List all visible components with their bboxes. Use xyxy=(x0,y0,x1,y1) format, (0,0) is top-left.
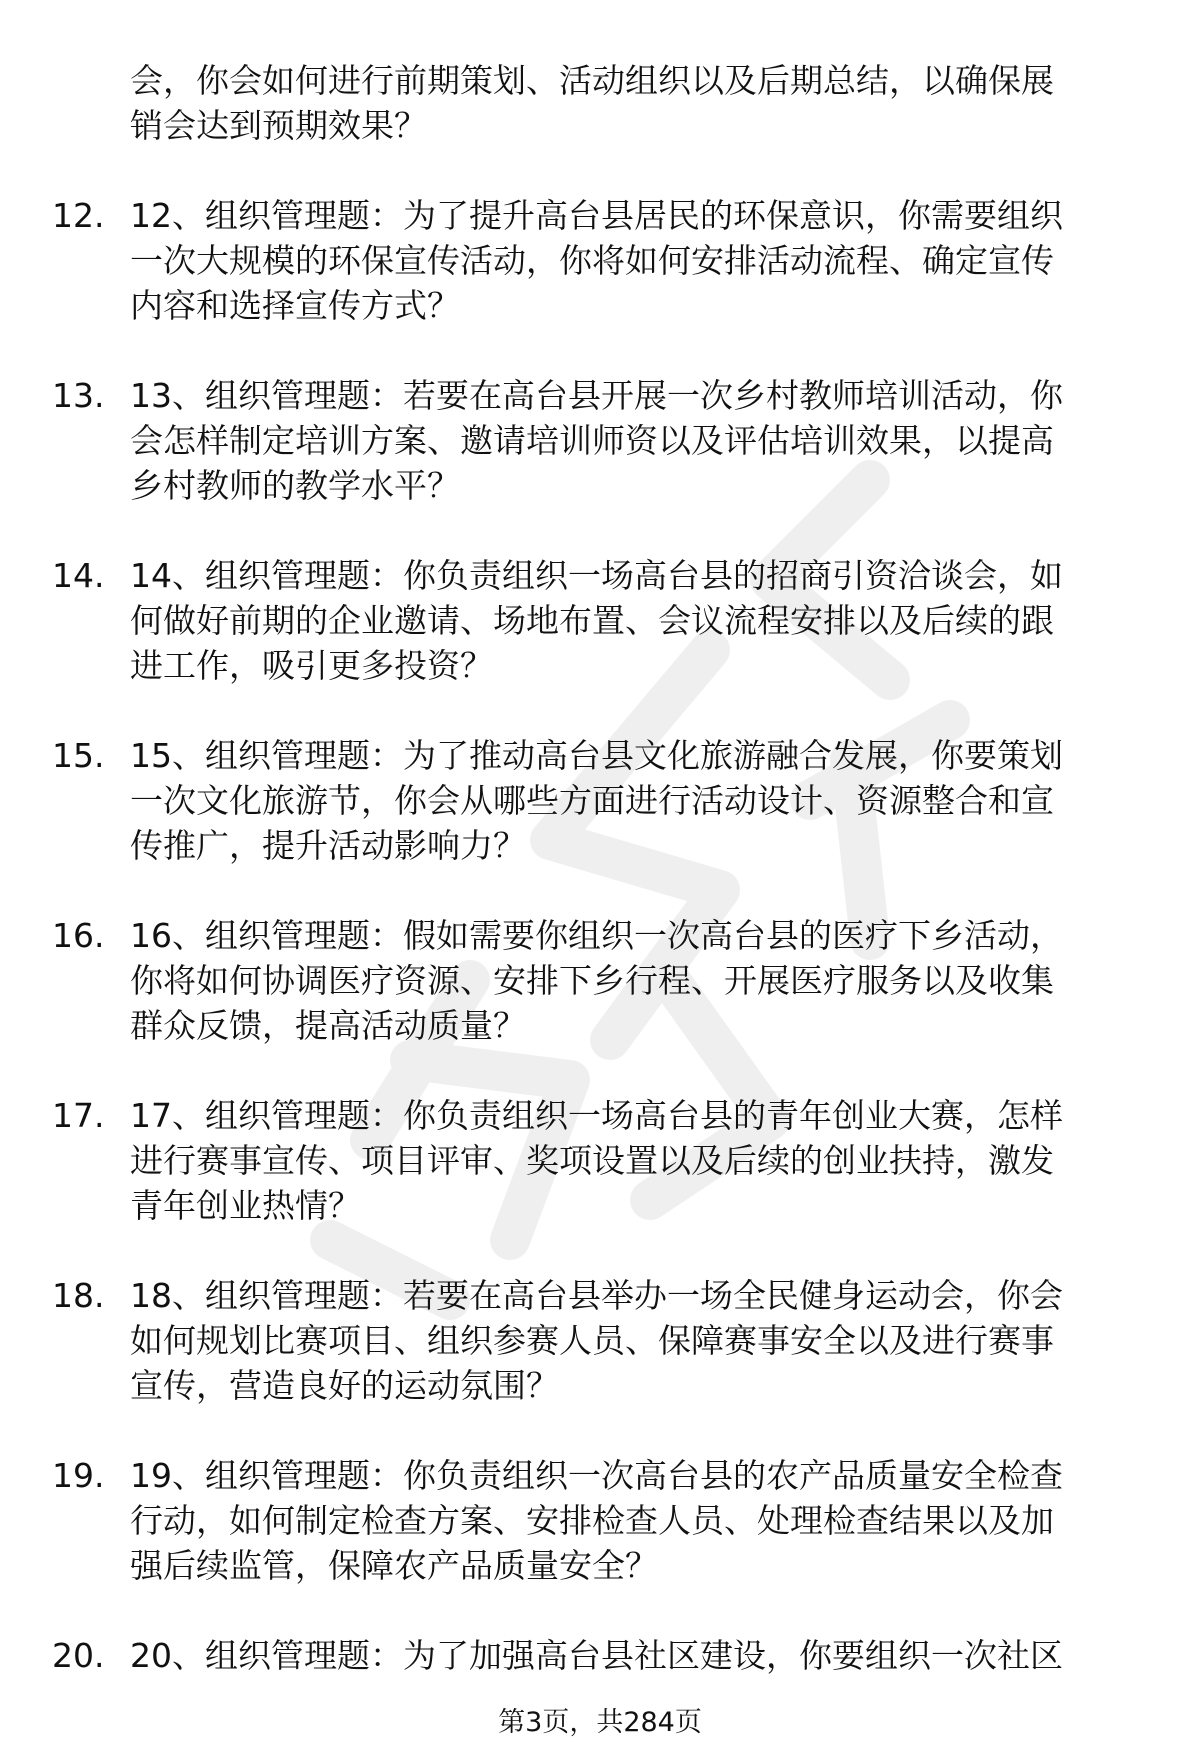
item-text: 19、组织管理题：你负责组织一次高台县的农产品质量安全检查 行动，如何制定检查方案、安排检查人员、处理检查结果以及加 强后续监管，保障农产品质量安全？ xyxy=(130,1456,1063,1585)
item-text: 16、组织管理题：假如需要你组织一次高台县的医疗下乡活动， 你将如何协调医疗资源、安排下乡行程、开展医疗服务以及收集 群众反馈，提高活动质量？ xyxy=(130,916,1063,1045)
list-item-continuation xyxy=(0,58,1200,148)
list-item xyxy=(0,373,1200,508)
item-number: 18. xyxy=(52,1276,105,1315)
list-item xyxy=(0,1453,1200,1588)
list-item xyxy=(0,1633,1200,1678)
item-number: 20. xyxy=(52,1636,105,1675)
item-number: 13. xyxy=(52,376,105,415)
question-list xyxy=(0,58,1200,1723)
item-text: 13、组织管理题：若要在高台县开展一次乡村教师培训活动，你 会怎样制定培训方案、邀请培训师资以及评估培训效果，以提高 乡村教师的教学水平？ xyxy=(130,376,1063,505)
list-item xyxy=(0,733,1200,868)
item-number: 12. xyxy=(52,196,105,235)
item-text: 14、组织管理题：你负责组织一场高台县的招商引资洽谈会，如 何做好前期的企业邀请、场地布置、会议流程安排以及后续的跟 进工作，吸引更多投资？ xyxy=(130,556,1063,685)
list-item xyxy=(0,1273,1200,1408)
list-item xyxy=(0,1093,1200,1228)
page-footer: 第3页，共284页 xyxy=(498,1707,702,1738)
item-number: 16. xyxy=(52,916,105,955)
item-number: 14. xyxy=(52,556,105,595)
item-text: 20、组织管理题：为了加强高台县社区建设，你要组织一次社区 xyxy=(130,1636,1063,1675)
item-text: 18、组织管理题：若要在高台县举办一场全民健身运动会，你会 如何规划比赛项目、组织参赛人员、保障赛事安全以及进行赛事 宣传，营造良好的运动氛围？ xyxy=(130,1276,1063,1405)
item-number: 17. xyxy=(52,1096,105,1135)
list-item xyxy=(0,553,1200,688)
item-text: 12、组织管理题：为了提升高台县居民的环保意识，你需要组织 一次大规模的环保宣传活动，你将如何安排活动流程、确定宣传 内容和选择宣传方式？ xyxy=(130,196,1063,325)
item-number: 19. xyxy=(52,1456,105,1495)
item-number: 15. xyxy=(52,736,105,775)
continuation-text: 会，你会如何进行前期策划、活动组织以及后期总结，以确保展 销会达到预期效果？ xyxy=(130,61,1054,145)
list-item xyxy=(0,913,1200,1048)
item-text: 17、组织管理题：你负责组织一场高台县的青年创业大赛，怎样 进行赛事宣传、项目评审、奖项设置以及后续的创业扶持，激发 青年创业热情？ xyxy=(130,1096,1063,1225)
list-item xyxy=(0,193,1200,328)
item-text: 15、组织管理题：为了推动高台县文化旅游融合发展，你要策划 一次文化旅游节，你会从哪些方面进行活动设计、资源整合和宣 传推广，提升活动影响力？ xyxy=(130,736,1063,865)
